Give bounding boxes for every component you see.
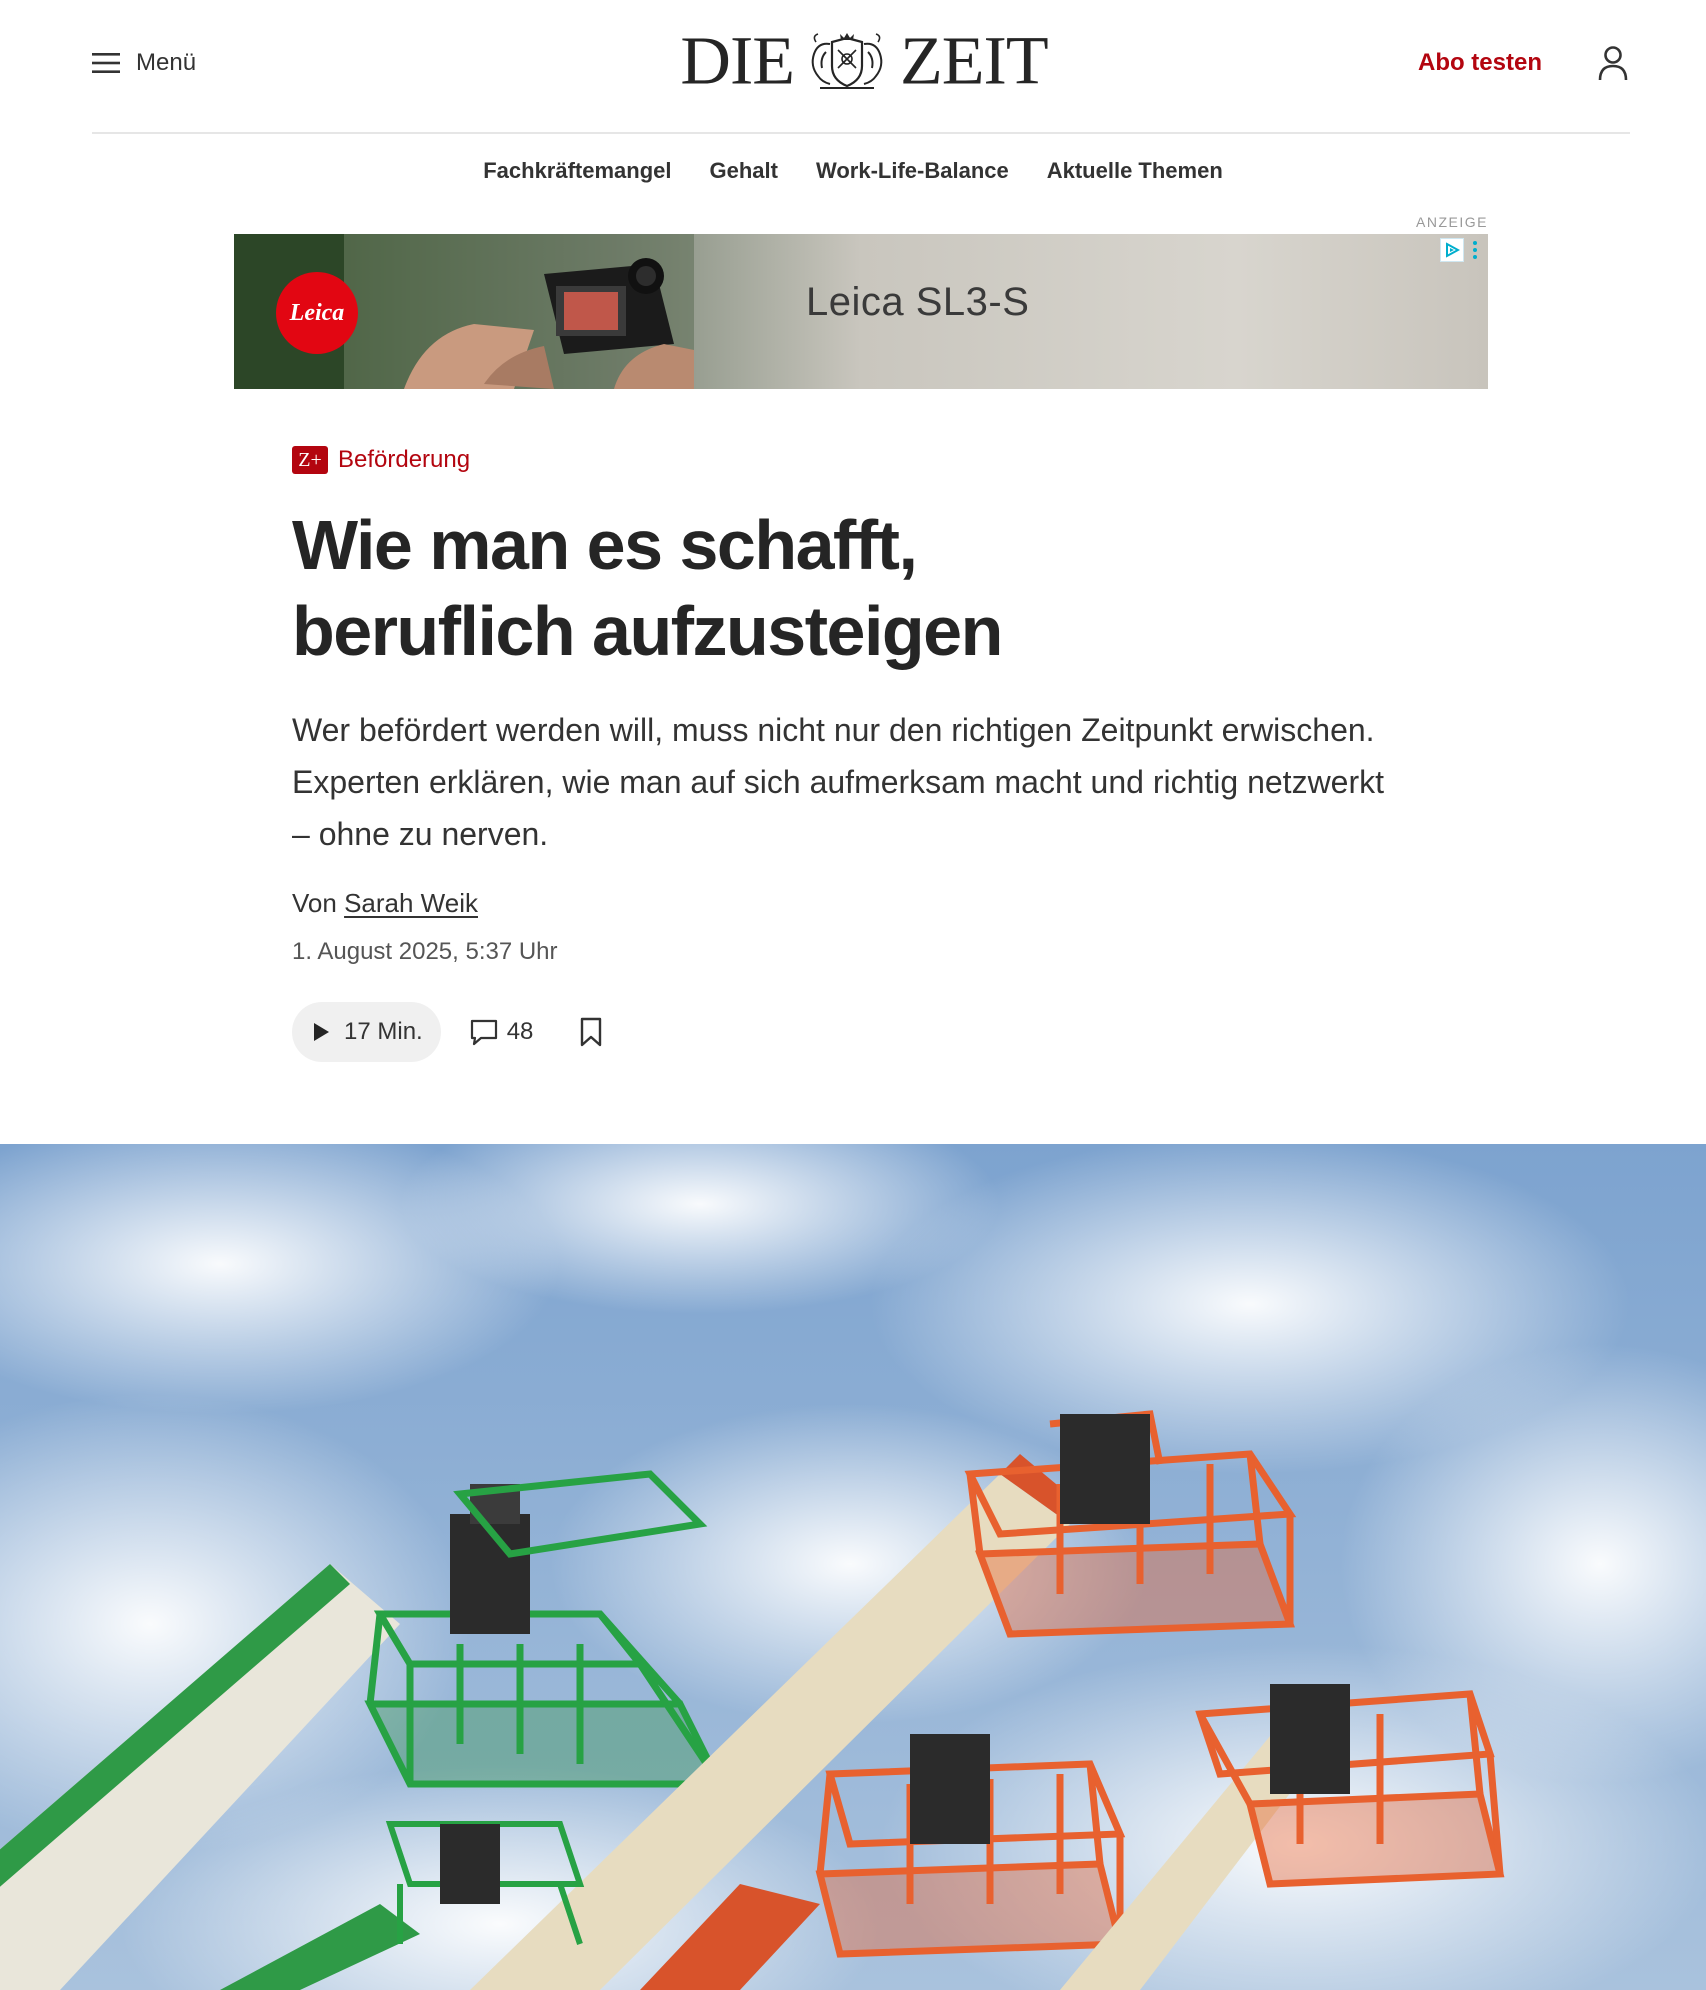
nav-item-gehalt[interactable]: Gehalt	[709, 158, 778, 183]
nav-item-fachkraeftemangel[interactable]: Fachkräftemangel	[483, 158, 672, 183]
logo-word-left: DIE	[680, 23, 795, 100]
article-actions	[292, 1002, 605, 1062]
zplus-badge: Z+	[292, 446, 328, 474]
ad-title: Leica SL3-S	[806, 280, 1030, 324]
menu-label: Menü	[136, 49, 197, 76]
site-header	[92, 0, 1630, 134]
logo-word-right: ZEIT	[900, 23, 1048, 100]
user-icon[interactable]	[1596, 44, 1630, 82]
ad-choices-icon[interactable]	[1440, 238, 1464, 262]
byline-prefix: Von	[292, 888, 337, 918]
ad-banner[interactable]	[234, 234, 1488, 389]
coat-of-arms-icon	[800, 30, 894, 94]
headline-line-1: Wie man es schafft,	[292, 506, 917, 584]
menu-button[interactable]	[92, 46, 196, 80]
bookmark-icon[interactable]	[577, 1016, 605, 1048]
ad-choices[interactable]	[1440, 238, 1482, 262]
byline	[292, 888, 478, 919]
play-icon	[312, 1022, 330, 1042]
subscribe-link[interactable]: Abo testen	[1417, 49, 1542, 76]
kicker-text: Beförderung	[338, 446, 471, 473]
audio-duration: 17 Min.	[344, 1018, 423, 1045]
comment-count: 48	[506, 1018, 534, 1045]
hero-image	[0, 1144, 1706, 1990]
ad-label: ANZEIGE	[1416, 214, 1488, 230]
comments-link[interactable]	[469, 1018, 534, 1046]
topic-nav	[0, 150, 1706, 192]
ad-more-icon[interactable]	[1468, 238, 1482, 262]
article-headline	[292, 502, 1392, 674]
article-kicker[interactable]	[292, 444, 470, 476]
hero-boom-lifts-illustration	[0, 1144, 1706, 1990]
leica-logo: Leica	[276, 272, 358, 354]
article-summary: Wer befördert werden will, muss nicht nur den richtigen Zeitpunkt erwischen. Experten erklären, wie man auf sich aufmerksam macht und richtig netzwerkt – ohne zu nerven.	[292, 712, 1385, 852]
hamburger-menu-icon	[92, 52, 120, 74]
author-link[interactable]: Sarah Weik	[344, 888, 478, 918]
audio-play-button[interactable]	[292, 1002, 441, 1062]
publish-date: 1. August 2025, 5:37 Uhr	[292, 938, 558, 965]
site-logo[interactable]	[672, 23, 1056, 100]
nav-item-aktuelle-themen[interactable]: Aktuelle Themen	[1046, 158, 1223, 183]
nav-item-work-life-balance[interactable]: Work-Life-Balance	[815, 158, 1009, 183]
headline-line-2: beruflich aufzusteigen	[292, 592, 1002, 670]
comment-icon	[469, 1018, 499, 1046]
